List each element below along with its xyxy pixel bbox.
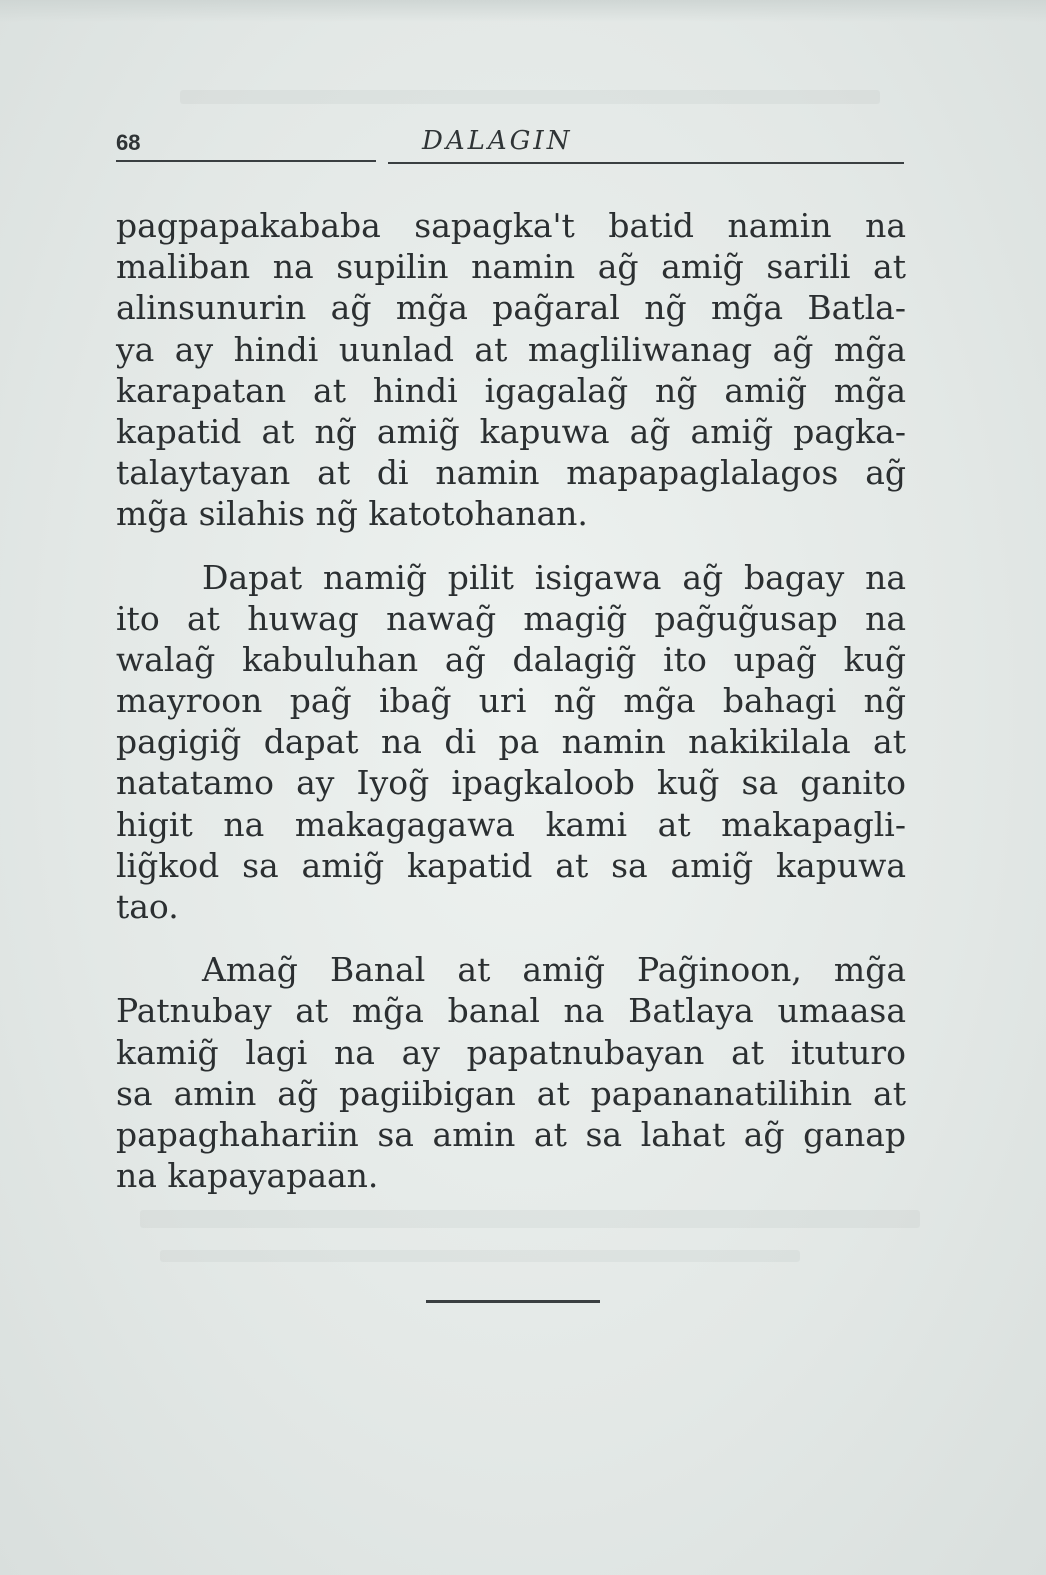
text-line: Patnubay at mg̃a banal na Batlaya umaasa — [116, 991, 906, 1031]
text-line: sa amin ag̃ pagiibigan at papananatilihin at — [116, 1073, 906, 1113]
text-line: tao. — [116, 887, 179, 926]
text-line: higit na makagagawa kami at makapagli- — [116, 804, 906, 844]
text-line: Dapat namig̃ pilit isigawa ag̃ bagay na — [202, 557, 906, 597]
text-line: maliban na supilin namin ag̃ amig̃ sarili at — [116, 247, 906, 287]
text-line: karapatan at hindi igagalag̃ ng̃ amig̃ mg̃a — [116, 370, 906, 410]
text-line: natatamo ay Iyog̃ ipagkaloob kug̃ sa ganito — [116, 763, 906, 803]
text-line: pagigig̃ dapat na di pa namin nakikilala at — [116, 722, 906, 762]
paragraph-3 — [116, 949, 906, 1196]
text-line: papaghahariin sa amin at sa lahat ag̃ ganap — [116, 1114, 906, 1154]
running-title: DALAGIN — [422, 126, 573, 156]
paragraph-2 — [116, 557, 906, 928]
paragraph-1 — [116, 205, 906, 535]
page-number: 68 — [116, 130, 141, 155]
text-line: na kapayapaan. — [116, 1156, 379, 1196]
text-line: kamig̃ lagi na ay papatnubayan at ituturo — [116, 1032, 906, 1072]
text-line: talaytayan at di namin mapapaglalagos ag̃ — [116, 453, 906, 493]
page-header — [116, 122, 906, 172]
text-line: lig̃kod sa amig̃ kapatid at sa amig̃ kapuwa — [116, 845, 906, 885]
header-rule-right — [388, 162, 904, 164]
text-line: mayroon pag̃ ibag̃ uri ng̃ mg̃a bahagi ng̃ — [116, 681, 906, 721]
scan-edge-shadow — [0, 0, 1046, 22]
header-rule-left — [116, 160, 376, 162]
end-rule — [426, 1300, 600, 1303]
bleed-through-mark — [160, 1250, 800, 1262]
text-line: kapatid at ng̃ amig̃ kapuwa ag̃ amig̃ pagka- — [116, 411, 906, 451]
text-line: alinsunurin ag̃ mg̃a pag̃aral ng̃ mg̃a Batla- — [116, 288, 906, 328]
text-line: mg̃a silahis ng̃ katotohanan. — [116, 494, 588, 534]
text-line: walag̃ kabuluhan ag̃ dalagig̃ ito upag̃ kug̃ — [116, 639, 906, 679]
text-line: pagpapakababa sapagka't batid namin na — [116, 206, 906, 245]
text-line: ito at huwag nawag̃ magig̃ pag̃ug̃usap na — [116, 598, 906, 638]
body-text — [116, 205, 906, 1196]
text-line: Amag̃ Banal at amig̃ Pag̃inoon, mg̃a — [202, 950, 906, 990]
text-line: ya ay hindi uunlad at magliliwanag ag̃ mg̃a — [116, 329, 906, 369]
bleed-through-mark — [140, 1210, 920, 1228]
bleed-through-mark — [180, 90, 880, 104]
